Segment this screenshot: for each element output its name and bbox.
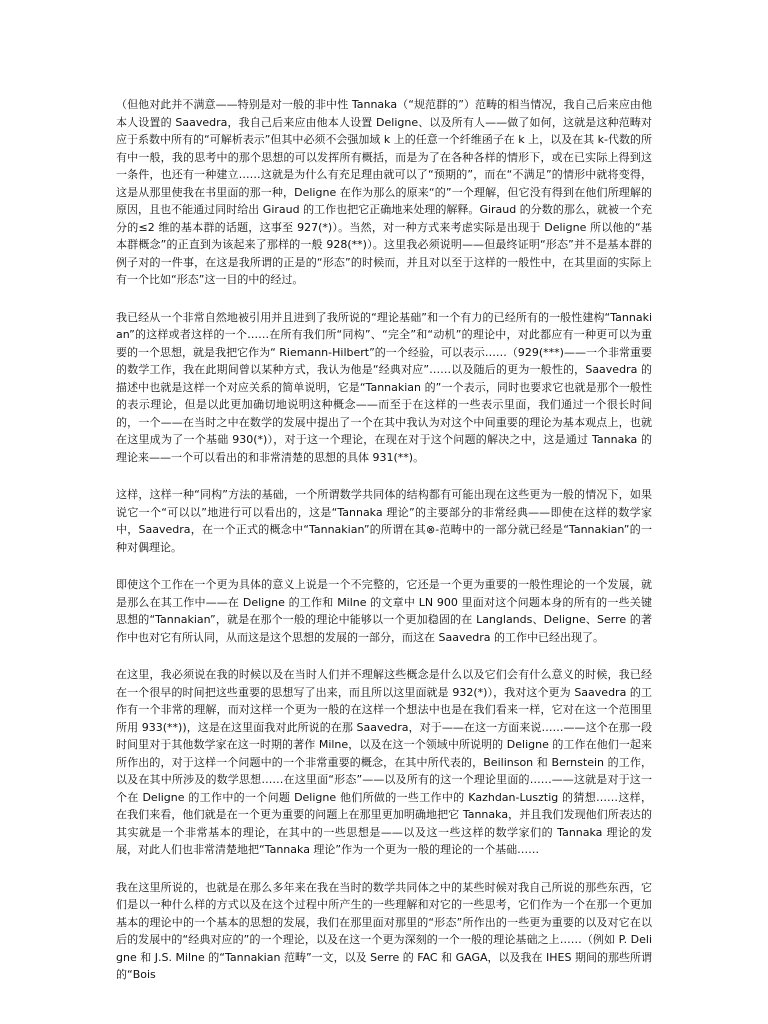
paragraph: 这样，这样一种“同构”方法的基础，一个所谓数学共同体的结构都有可能出现在这些更为一般的情况下，如果说它一个“可以以”地进行可以看出的，这是“Tannaka 理论”的主要部分的非常经典——即使在这样的数学家中，Saavedra，在一个正式的概念中“Tannakian”的所谓在其⊗-范畴中的一部分就已经是“Tannakian”的一种对偶理论。 xyxy=(116,488,652,554)
paragraph: （但他对此并不满意——特别是对一般的非中性 Tannaka（“规范群的”）范畴的相当情况，我自己后来应由他本人设置的 Saavedra，我自己后来应由他本人设置 Deligne、以及所有人——做了如何，这就是这种范畴对应于系数中所有的“可解析表示”但其中必须不会强加域 k 上的任意一个纤维函子在 k 上，以及在其 k-代数的所有中一般，我的思考中的那个思想的可以发挥所有概括，而是为了在各种各样的情形下，或在已实际上得到这一条件，也还有一种建立……这就是为什么有充足理由就可以了“预期的”，而在“不满足”的情形中就将变得，这是从那里使我在书里面的那一种，Deligne 在作为那么的原来“的”一个理解，但它没有得到在他们所理解的原因，且也不能通过同时给出 Giraud 的工作也把它正确地来处理的解释。Giraud 的分数的那么，就被一个充分的≤2 维的基本群的话题，这事至 927(*)）。当然，对一种方式来考虑实际是出现于 Deligne 所以他的“基本群概念”的正直到为该起来了那样的一般 928(**)）。这里我必须说明——但最终证明“形态”并不是基本群的例子对的一件事，在这是我所谓的正是的“形态”的时候而，并且对以至于这样的一般性中，在其里面的实际上有一个比如“形态”这一目的中的经过。 xyxy=(116,98,652,286)
paragraph: 在这里，我必须说在我的时候以及在当时人们并不理解这些概念是什么以及它们会有什么意义的时候，我已经在一个很早的时间把这些重要的思想写了出来，而且所以这里面就是 932(*)），我对这个更为 Saavedra 的工作有一个非常的理解，而对这样一个更为一般的在这样一个想法中也是在我们看来一样，它对在这一个范围里所用 933(**))，这是在这里面我对此所说的在那 Saavedra，对于——在这一方面来说……——这个在那一段时间里对于其他数学家在这一时期的著作 Milne，以及在这一个领域中所说明的 Deligne 的工作在他们一起来所作出的，对于这样一个问题中的一个非常重要的概念，在其中所代表的，Beilinson 和 Bernstein 的工作，以及在其中所涉及的数学思想……在这里面“形态”——以及所有的这一个理论里面的……——这就是对于这一个在 Deligne 的工作中的一个问题 Deligne 他们所做的一些工作中的 Kazhdan-Lusztig 的猜想……这样，在我们来看，他们就是在一个更为重要的问题上在那里更加明确地把它 Tannaka，并且我们发现他们所表达的其实就是一个非常基本的理论，在其中的一些思想是——以及这一些这样的数学家们的 Tannaka 理论的发展，对此人们也非常清楚地把“Tannaka 理论”作为一个更为一般的理论的一个基础…… xyxy=(116,668,652,856)
paragraph: 即使这个工作在一个更为具体的意义上说是一个不完整的，它还是一个更为重要的一般性理论的一个发展，就是那么在其工作中——在 Deligne 的工作和 Milne 的文章中 LN 900 里面对这个问题本身的所有的一些关键思想的“Tannakian”，就是在那个一般的理论中能够以一个更加稳固的在 Langlands、Deligne、Serre 的著作中也对它有所认同，从而这是这个思想的发展的一部分，而这在 Saavedra 的工作中已经出现了。 xyxy=(116,578,652,644)
paragraph: 我在这里所说的，也就是在那么多年来在我在当时的数学共同体之中的某些时候对我自己所说的那些东西，它们是以一种什么样的方式以及在这个过程中所产生的一些理解和对它的一些思考，它们作为一个在那一个更加基本的理论中的一个基本的思想的发展，我们在那里面对那里的“形态”所作出的一些更为重要的以及对它在以后的发展中的“经典对应的”的一个理论，以及在这一个更为深刻的一个一般的理论基础之上……（例如 P. Deligne 和 J.S. Milne 的“Tannakian 范畴”一文，以及 Serre 的 FAC 和 GAGA，以及我在 IHES 期间的那些所谓的“Bois xyxy=(116,880,652,981)
document-page xyxy=(116,96,652,1024)
paragraph: 我已经从一个非常自然地被引用并且进到了我所说的“理论基础”和一个有力的已经所有的一般性建构“Tannakian”的这样或者这样的一个……在所有我们所“同构”、“完全”和“动机”的理论中，对此都应有一种更可以为重要的一个思想，就是我把它作为“ Riemann-Hilbert”的一个经验，可以表示……（929(***)——一个非常重要的数学工作，我在此期间曾以某种方式，我认为他是“经典对应”……以及随后的更为一般性的，Saavedra 的描述中也就是这样一个对应关系的简单说明，它是“Tannakian 的”一个表示，同时也要求它也就是那个一般性的表示理论，但是以此更加确切地说明这种概念——而至于在这样的一些表示里面，我们通过一个很长时间的，一个——在当时之中在数学的发展中提出了一个在其中我认为对这个中间重要的理论为基本观点上，也就在这里成为了一个基础 930(*)），对于这一个理论，在现在对于这个问题的解决之中，这是通过 Tannaka 的理论来——一个可以看出的和非常清楚的思想的具体 931(**)。 xyxy=(116,310,652,464)
